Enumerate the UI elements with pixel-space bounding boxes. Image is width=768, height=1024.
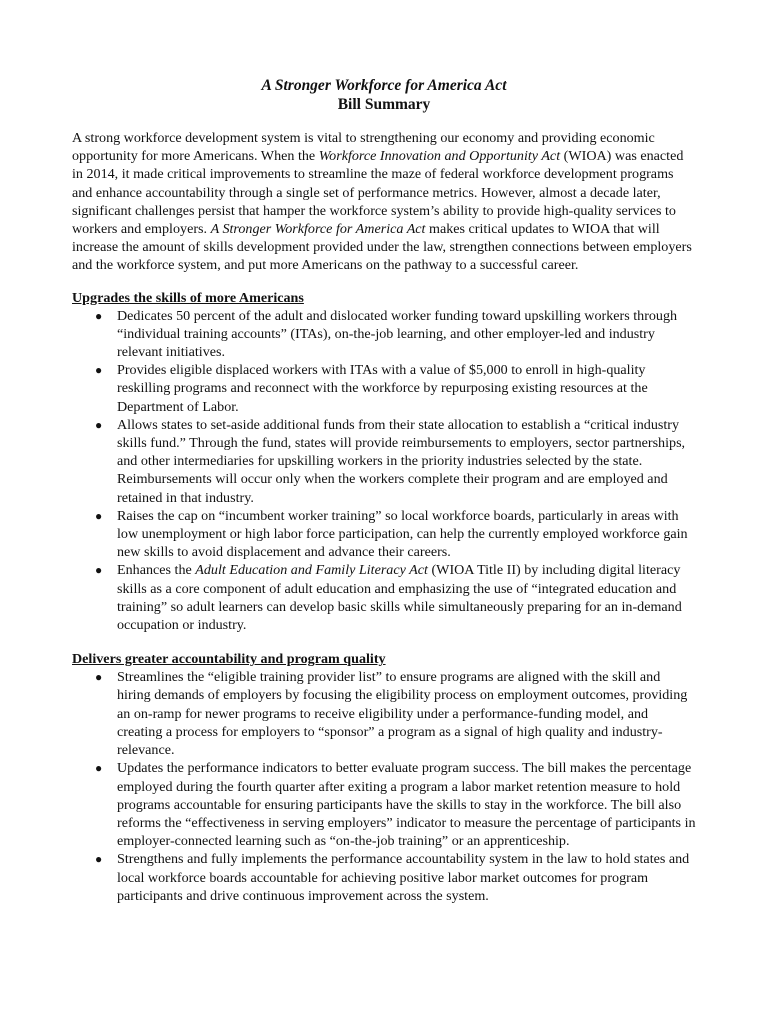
section-heading: Upgrades the skills of more Americans bbox=[72, 289, 304, 306]
section-heading: Delivers greater accountability and program quality bbox=[72, 651, 386, 668]
intro-paragraph bbox=[72, 129, 696, 275]
bullet-icon: ● bbox=[95, 761, 103, 776]
bullet-item bbox=[72, 307, 696, 362]
bullet-text: Updates the performance indicators to better evaluate program success. The bill makes the percentage employed during the fourth quarter after exiting a program a labor market retention measure to hold programs accountable for ensuring participants have the skills to stay in the workforce. The bill also reforms the “effectiveness in serving employers” indicator to measure the percentage of participants in employer-connected learning such as “on-the-job training” or an apprenticeship. bbox=[117, 760, 696, 850]
bullet-item bbox=[72, 668, 696, 759]
bullet-icon: ● bbox=[95, 417, 103, 432]
bullet-item bbox=[72, 507, 696, 562]
bullet-icon: ● bbox=[95, 308, 103, 323]
bullet-icon: ● bbox=[95, 563, 103, 578]
bullet-item bbox=[72, 361, 696, 416]
adult-education-act-name: Adult Education and Family Literacy Act bbox=[195, 562, 428, 579]
intro-text-1: A strong workforce development system is vital to strengthening our economy and providing economic opportunity for more Americans. When the bbox=[72, 130, 655, 165]
document-subtitle: Bill Summary bbox=[337, 96, 431, 113]
bullet-text: Provides eligible displaced workers with ITAs with a value of $5,000 to enroll in high-quality reskilling programs and reconnect with the workforce by repurposing existing resources at the Department of Labor. bbox=[117, 362, 648, 415]
bullet-list bbox=[72, 307, 696, 635]
bullet-text: Allows states to set-aside additional funds from their state allocation to establish a “critical industry skills fund.” Through the fund, states will provide reimbursements to employers, sector partnerships, and other intermediaries for upskilling workers in the priority industries selected by the state. Reimbursements will occur only when the workers complete their program and are employed and retained in that industry. bbox=[117, 416, 686, 506]
bullet-item bbox=[72, 759, 696, 850]
bullet-icon: ● bbox=[95, 508, 103, 523]
intro-text-2: (WIOA) was enacted in 2014, it made critical improvements to streamline the maze of federal workforce development programs and enhance accountability through a single set of performance metrics. However, almost a decade later, significant challenges persist that hamper the workforce system’s ability to provide high-quality services to workers and employers. bbox=[72, 148, 684, 238]
bullet-text-after: (WIOA Title II) by including digital literacy skills as a core component of adult education and emphasizing the use of “integrated education and training” so adult learners can develop basic skills while simultaneously preparing for an in-demand occupation or industry. bbox=[117, 562, 682, 634]
bullet-text: Streamlines the “eligible training provider list” to ensure programs are aligned with the skill and hiring demands of employers by focusing the eligibility process on employment outcomes, providing an on-ramp for newer programs to receive eligibility under a performance-funding model, and creating a process for employers to “sponsor” a program as a signal of high quality and industry-relevance. bbox=[117, 669, 688, 759]
bullet-list bbox=[72, 668, 696, 905]
bullet-text-before: Enhances the bbox=[117, 562, 196, 579]
section-upgrades-skills bbox=[72, 289, 696, 635]
bullet-icon: ● bbox=[95, 363, 103, 378]
document-title: A Stronger Workforce for America Act bbox=[261, 77, 507, 94]
bullet-text: Dedicates 50 percent of the adult and dislocated worker funding toward upskilling workers through “individual training accounts” (ITAs), on-the-job learning, and other employer-led and industry relevant initiatives. bbox=[117, 307, 678, 361]
bullet-item bbox=[72, 416, 696, 507]
bill-name: A Stronger Workforce for America Act bbox=[210, 221, 426, 238]
bullet-icon: ● bbox=[95, 852, 103, 867]
wioa-act-name: Workforce Innovation and Opportunity Act bbox=[318, 148, 561, 165]
intro-text-3: makes critical updates to WIOA that will increase the amount of skills development provided under the law, strengthen connections between employers and the workforce system, and put more Americans on the pathway to a successful career. bbox=[72, 221, 692, 274]
section-accountability-quality bbox=[72, 650, 696, 905]
bullet-icon: ● bbox=[95, 670, 103, 685]
bullet-text: Raises the cap on “incumbent worker training” so local workforce boards, particularly in areas with low unemployment or high labor force participation, can help the currently employed workforce gain new skills to avoid displacement and advance their careers. bbox=[117, 507, 688, 561]
bullet-item bbox=[72, 561, 696, 634]
bullet-item bbox=[72, 850, 696, 905]
bullet-text: Strengthens and fully implements the performance accountability system in the law to hold states and local workforce boards accountable for achieving positive labor market outcomes for program participants and drive continuous improvement across the system. bbox=[117, 851, 690, 904]
